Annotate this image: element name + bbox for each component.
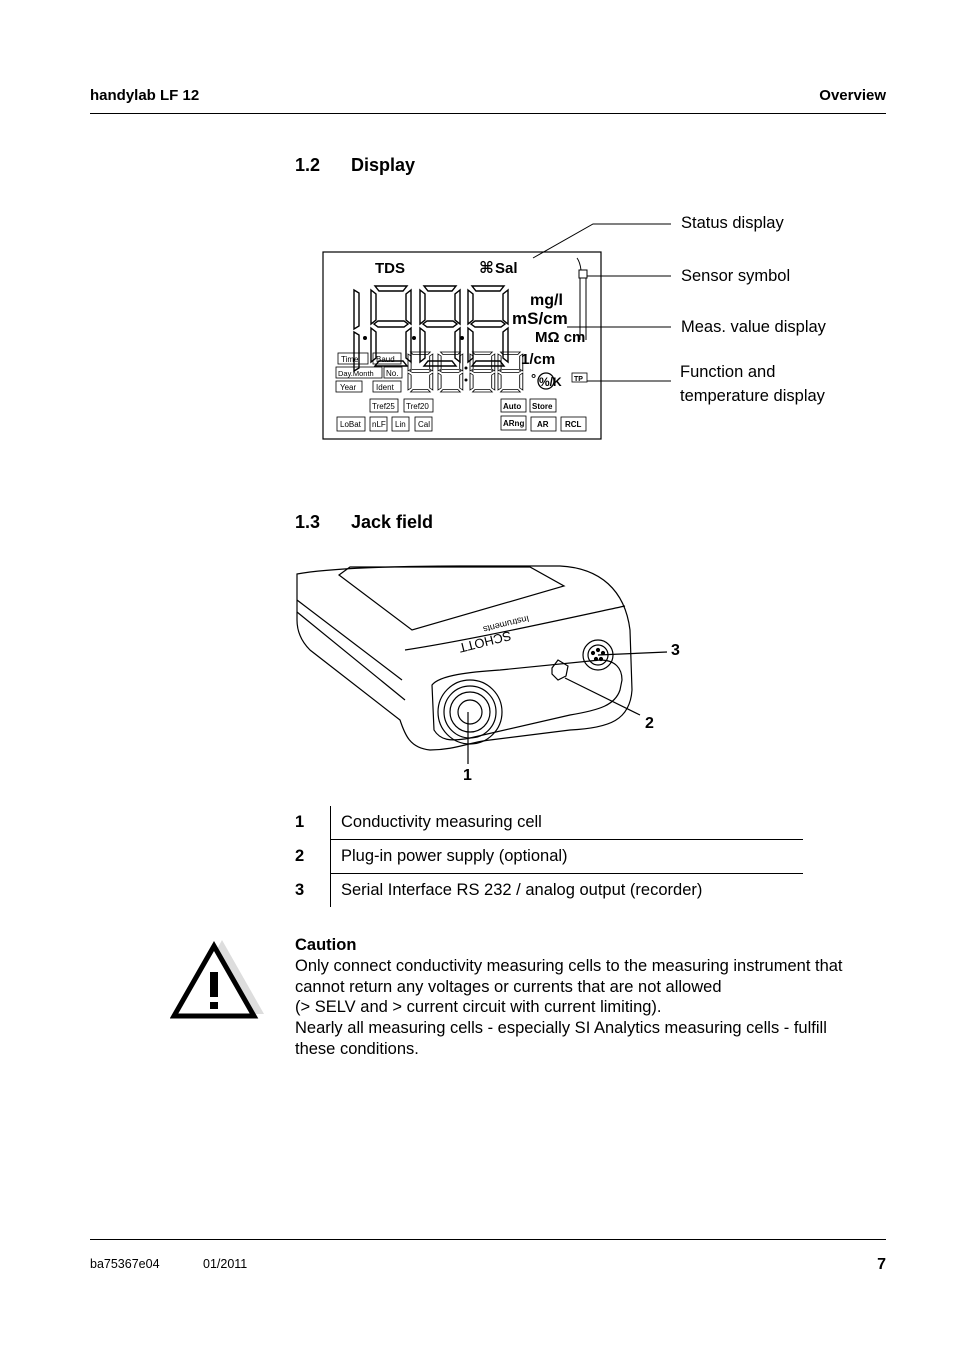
table-row xyxy=(295,840,803,874)
section-number: 1.3 xyxy=(295,512,321,532)
caution-block xyxy=(295,935,895,1060)
jack-label-1: 1 xyxy=(463,767,472,784)
lcd-seg-daymonth: Day.Month xyxy=(338,369,374,378)
device-brand: SCHOTT xyxy=(457,628,513,656)
lcd-seg-store: Store xyxy=(532,402,553,411)
callout-status-display: Status display xyxy=(681,214,784,232)
footer-date: 01/2011 xyxy=(203,1257,248,1271)
jack-label-3: 3 xyxy=(671,642,680,659)
callout-function-line1: Function and xyxy=(680,363,776,381)
lcd-tds: TDS xyxy=(375,260,405,277)
lcd-seg-arng: ARng xyxy=(503,419,525,428)
lcd-seg-rcl: RCL xyxy=(565,420,582,429)
jack-label-2: 2 xyxy=(645,715,654,732)
caution-heading: Caution xyxy=(295,936,357,954)
section-title: Display xyxy=(351,155,416,175)
device-brand-sub: Instruments xyxy=(482,613,531,635)
lcd-seg-year: Year xyxy=(340,383,357,392)
legend-text: Plug-in power supply (optional) xyxy=(331,840,804,874)
lcd-seg-tref25: Tref25 xyxy=(372,402,395,411)
warning-triangle-icon xyxy=(170,938,265,1020)
jack-legend-table xyxy=(295,806,803,907)
legend-text: Conductivity measuring cell xyxy=(341,813,542,831)
running-header-section: Overview xyxy=(819,87,886,104)
lcd-seg-no: No. xyxy=(386,369,399,378)
callout-sensor-symbol: Sensor symbol xyxy=(681,267,791,285)
lcd-unit-pctk: %/K xyxy=(539,375,562,389)
lcd-sal: Sal xyxy=(495,260,518,277)
lcd-unit-tp: TP xyxy=(574,376,583,383)
caution-line: Nearly all measuring cells - especially SI Analytics measuring cells - fulfill xyxy=(295,1019,827,1038)
caution-line: Only connect conductivity measuring cells to the measuring instrument that xyxy=(295,956,843,975)
legend-number: 3 xyxy=(295,874,331,908)
page-number: 7 xyxy=(877,1256,886,1273)
lcd-seg-nlf: nLF xyxy=(372,420,386,429)
caution-line: cannot return any voltages or currents that are not allowed xyxy=(295,977,722,996)
footer-rule xyxy=(90,1239,886,1240)
lcd-seg-lin: Lin xyxy=(395,420,406,429)
footer-doc-id: ba75367e04 xyxy=(90,1257,160,1271)
callout-meas-value: Meas. value display xyxy=(681,318,826,336)
lcd-seg-ident: Ident xyxy=(376,383,394,392)
lcd-unit-mgl: mg/l xyxy=(530,292,563,309)
lcd-seg-cal: Cal xyxy=(418,420,431,429)
lcd-seg-time: Time xyxy=(341,355,359,364)
table-row xyxy=(295,806,803,840)
lcd-unit-percm: 1/cm xyxy=(521,351,556,368)
caution-line: these conditions. xyxy=(295,1039,419,1058)
lcd-seg-auto: Auto xyxy=(503,402,522,411)
lcd-seg-baud: Baud xyxy=(376,355,395,364)
legend-text: Serial Interface RS 232 / analog output (recorder) xyxy=(331,874,804,908)
lcd-seg-tref20: Tref20 xyxy=(406,402,429,411)
lcd-unit-mscm: mS/cm xyxy=(512,309,568,328)
lcd-sal-icon: ⌘ xyxy=(479,260,494,277)
lcd-seg-lobat: LoBat xyxy=(340,420,361,429)
section-number: 1.2 xyxy=(295,155,321,175)
section-title: Jack field xyxy=(351,512,434,532)
lcd-seg-ar: AR xyxy=(537,420,549,429)
table-row xyxy=(295,874,803,908)
callout-function-line2: temperature display xyxy=(680,387,825,405)
lcd-unit-degree: ° xyxy=(531,371,537,386)
legend-number: 2 xyxy=(295,840,331,874)
lcd-unit-mohm: MΩ cm xyxy=(535,329,586,346)
running-header-title: handylab LF 12 xyxy=(90,87,200,104)
caution-line: (> SELV and > current circuit with current limiting). xyxy=(295,998,662,1017)
legend-number: 1 xyxy=(295,806,331,840)
